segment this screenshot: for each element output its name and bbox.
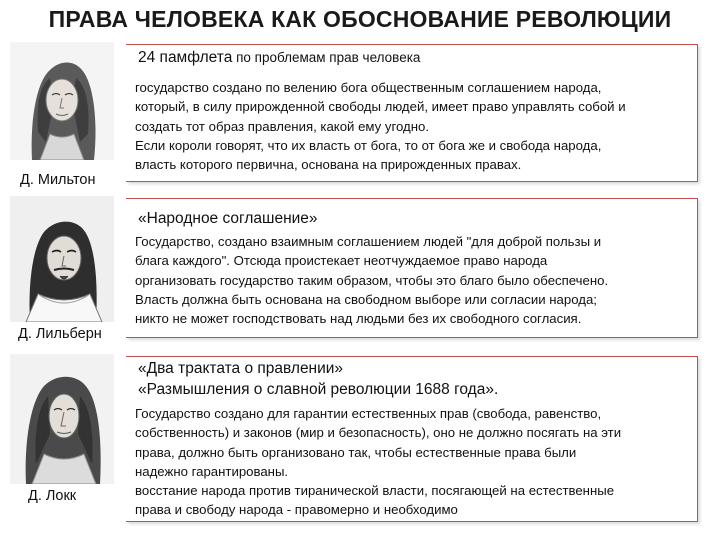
text-line: права и свободу народа - правомерно и необходимо — [135, 502, 458, 518]
lilburne-text — [135, 232, 695, 328]
text-line: Государство, создано взаимным соглашением людей "для доброй пользы и — [135, 234, 602, 249]
text-line: собственность) и законов (мир и безопасность), оно не должно посягать на эти — [135, 425, 622, 441]
milton-heading — [138, 49, 420, 67]
text-line: восстание народа против тиранической власти, посягающей на естественные — [135, 483, 615, 499]
lilburne-caption: Д. Лильберн — [18, 326, 102, 342]
milton-text — [135, 78, 695, 174]
milton-heading-main: 24 памфлета — [138, 49, 233, 66]
text-line: никто не может господствовать над людьми без их свободного согласия. — [135, 311, 582, 327]
lilburne-heading: «Народное соглашение» — [138, 210, 318, 227]
locke-heading-2: «Размышления о славной революции 1688 года». — [138, 381, 499, 398]
text-line: создать тот образ правления, какой ему угодно. — [135, 118, 430, 134]
locke-portrait — [10, 354, 114, 484]
milton-portrait — [10, 42, 114, 160]
text-line: права, должно быть организовано так, чтобы естественные права были — [135, 444, 577, 460]
text-line: Если короли говорят, что их власть от бога, то от бога же и свобода народа, — [135, 137, 602, 153]
text-line: надежно гарантированы. — [135, 463, 289, 479]
locke-caption: Д. Локк — [28, 488, 77, 504]
milton-heading-sub: по проблемам прав человека — [232, 50, 421, 65]
page-title: ПРАВА ЧЕЛОВЕКА КАК ОБОСНОВАНИЕ РЕВОЛЮЦИИ — [48, 6, 672, 32]
text-line: блага каждого". Отсюда проистекает неотчуждаемое право народа — [135, 253, 548, 269]
text-line: Государство создано для гарантии естественных прав (свобода, равенство, — [135, 406, 602, 421]
text-line: власть которого первична, основана на прирожденных правах. — [135, 157, 522, 173]
milton-caption: Д. Мильтон — [20, 172, 96, 188]
lilburne-portrait — [10, 196, 114, 322]
locke-heading-1: «Два трактата о правлении» — [138, 360, 344, 377]
text-line: который, в силу прирожденной свободы людей, имеет право управлять собой и — [135, 99, 626, 115]
text-line: Власть должна быть основана на свободном выборе или согласии народа; — [135, 291, 597, 307]
text-line: государство создано по велению бога общественным соглашением народа, — [135, 80, 602, 95]
locke-text — [135, 404, 695, 520]
text-line: организовать государство таким образом, чтобы это благо было обеспечено. — [135, 272, 609, 288]
